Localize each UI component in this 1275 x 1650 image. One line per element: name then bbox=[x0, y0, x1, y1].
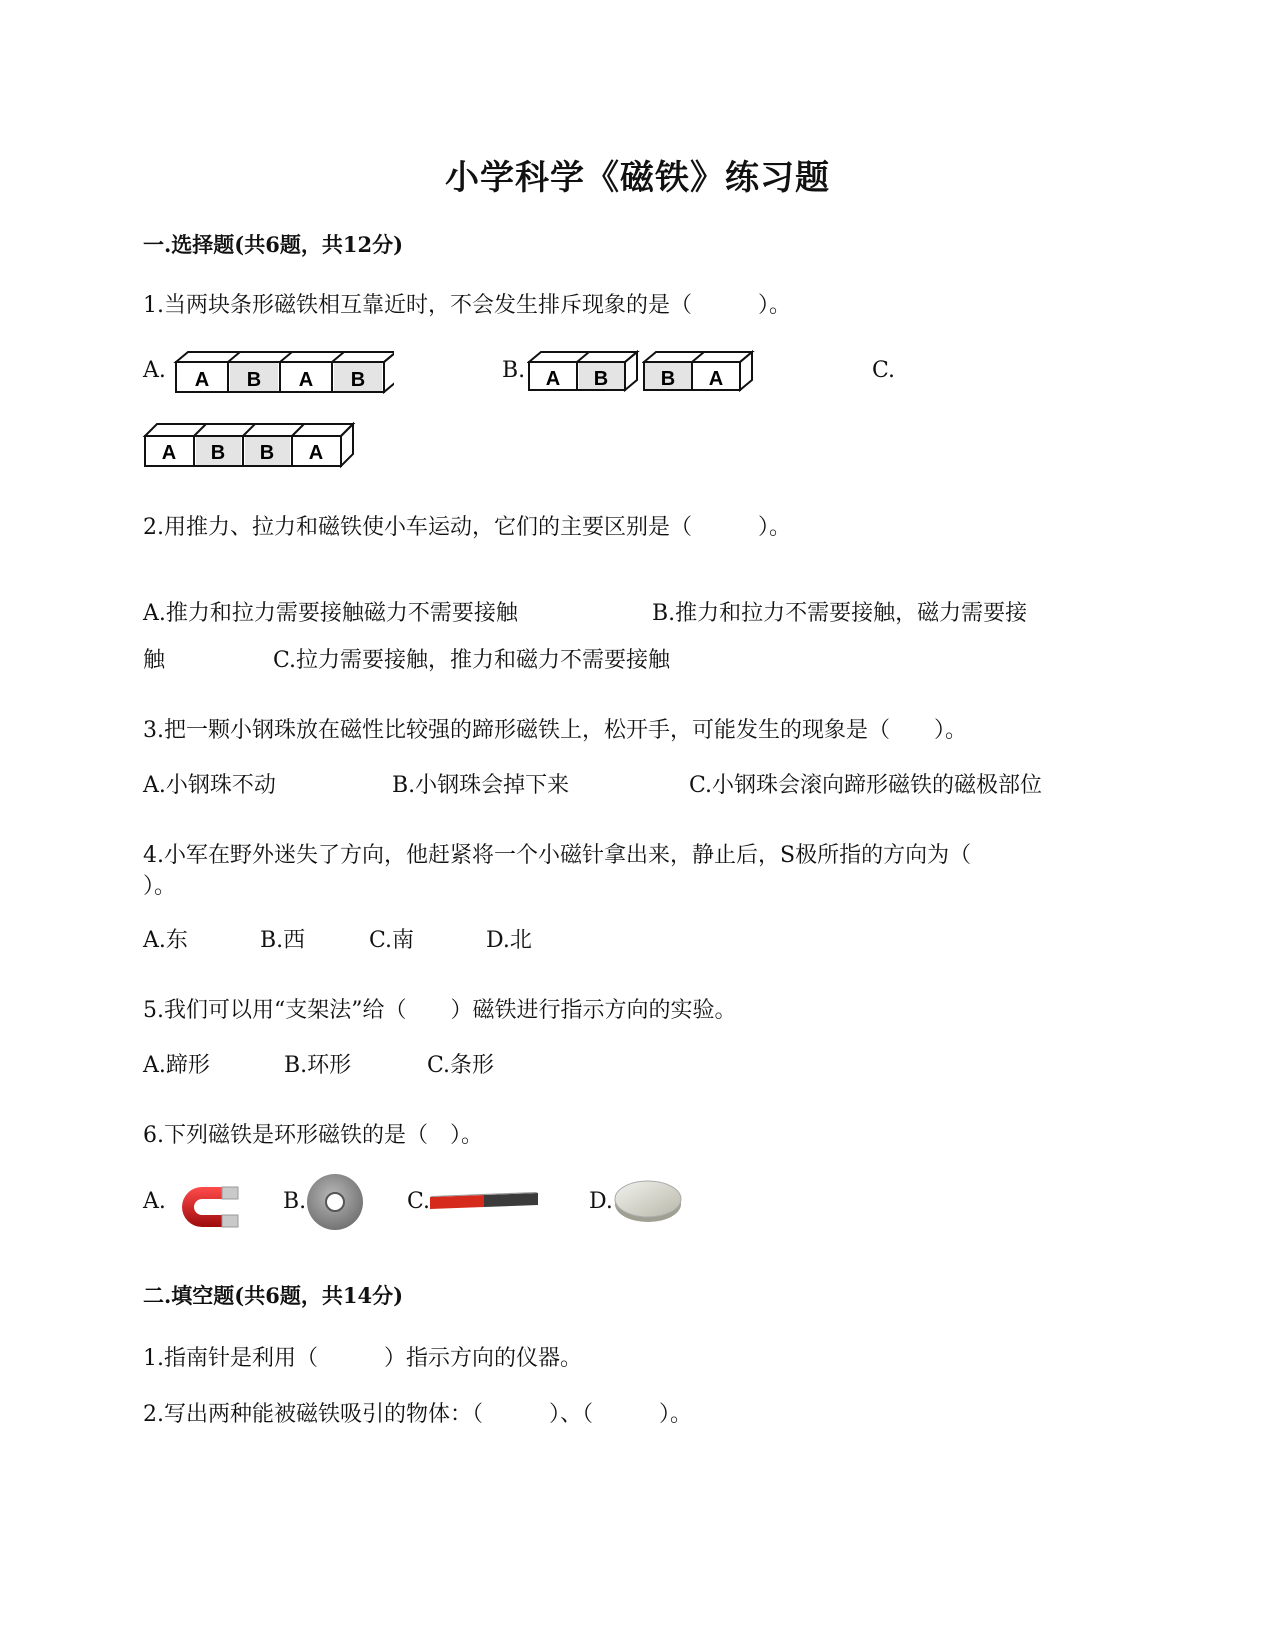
q2-option-c: C.拉力需要接触，推力和磁力不需要接触 bbox=[273, 648, 671, 673]
magnet-letter: A bbox=[545, 368, 561, 390]
bar-magnet-icon bbox=[428, 1189, 540, 1213]
q3-option-b: B.小钢珠会掉下来 bbox=[392, 773, 570, 798]
q1-option-a-label: A. bbox=[143, 358, 166, 383]
q3-option-c: C.小钢珠会滚向蹄形磁铁的磁极部位 bbox=[689, 773, 1043, 798]
magnet-letter: B bbox=[660, 368, 676, 390]
fill-q1-text: 1.指南针是利用（ ）指示方向的仪器。 bbox=[143, 1346, 582, 1371]
q1-option-b-label: B. bbox=[502, 358, 526, 383]
q4-option-c: C.南 bbox=[369, 928, 415, 953]
q6-option-c-label: C. bbox=[407, 1189, 431, 1214]
magnet-letter: A bbox=[308, 442, 324, 464]
q4-option-d: D.北 bbox=[486, 928, 532, 953]
ring-magnet-icon bbox=[305, 1172, 365, 1232]
q1-option-c-magnets bbox=[141, 420, 361, 470]
q4-option-b: B.西 bbox=[260, 928, 306, 953]
magnet-letter: B bbox=[350, 369, 366, 391]
q5-text: 5.我们可以用“支架法”给（ ）磁铁进行指示方向的实验。 bbox=[143, 998, 737, 1023]
magnet-letter: A bbox=[194, 369, 210, 391]
q3-text: 3.把一颗小钢珠放在磁性比较强的蹄形磁铁上，松开手，可能发生的现象是（ ）。 bbox=[143, 718, 967, 743]
q4-text-cont: ）。 bbox=[143, 874, 177, 899]
q3-option-a: A.小钢珠不动 bbox=[143, 773, 276, 798]
q2-option-b: B.推力和拉力不需要接触，磁力需要接 bbox=[652, 601, 1028, 626]
q5-option-c: C.条形 bbox=[427, 1053, 495, 1078]
fill-q2-text: 2.写出两种能被磁铁吸引的物体：（ ）、（ ）。 bbox=[143, 1402, 692, 1427]
magnet-letter: A bbox=[161, 442, 177, 464]
q4-text: 4.小军在野外迷失了方向，他赶紧将一个小磁针拿出来，静止后，S极所指的方向为（ bbox=[143, 843, 972, 868]
q2-option-b-cont: 触 bbox=[143, 648, 166, 673]
q2-text: 2.用推力、拉力和磁铁使小车运动，它们的主要区别是（ ）。 bbox=[143, 515, 791, 540]
q6-text: 6.下列磁铁是环形磁铁的是（ ）。 bbox=[143, 1123, 483, 1148]
q1-option-b-magnet-2 bbox=[642, 348, 756, 396]
page-title: 小学科学《磁铁》练习题 bbox=[445, 158, 830, 198]
magnet-letter: B bbox=[210, 442, 226, 464]
q6-option-a-label: A. bbox=[143, 1189, 166, 1214]
q4-option-a: A.东 bbox=[143, 928, 188, 953]
magnet-letter: A bbox=[708, 368, 724, 390]
magnet-letter: B bbox=[259, 442, 275, 464]
q6-option-b-label: B. bbox=[283, 1189, 307, 1214]
q1-option-c-label: C. bbox=[872, 358, 896, 383]
horseshoe-magnet-icon bbox=[162, 1173, 244, 1231]
q1-text: 1.当两块条形磁铁相互靠近时，不会发生排斥现象的是（ ）。 bbox=[143, 293, 791, 318]
magnet-letter: A bbox=[298, 369, 314, 391]
disc-magnet-icon bbox=[613, 1176, 683, 1226]
section1-heading: 一.选择题(共6题，共12分) bbox=[143, 232, 404, 257]
magnet-letter: B bbox=[246, 369, 262, 391]
q1-option-b-magnet-1 bbox=[527, 348, 641, 396]
q2-option-a: A.推力和拉力需要接触磁力不需要接触 bbox=[143, 601, 518, 626]
q6-option-d-label: D. bbox=[589, 1189, 613, 1214]
q1-option-a-magnets bbox=[172, 348, 394, 396]
q5-option-b: B.环形 bbox=[284, 1053, 352, 1078]
section2-heading: 二.填空题(共6题，共14分) bbox=[143, 1283, 404, 1308]
q5-option-a: A.蹄形 bbox=[143, 1053, 210, 1078]
magnet-letter: B bbox=[593, 368, 609, 390]
